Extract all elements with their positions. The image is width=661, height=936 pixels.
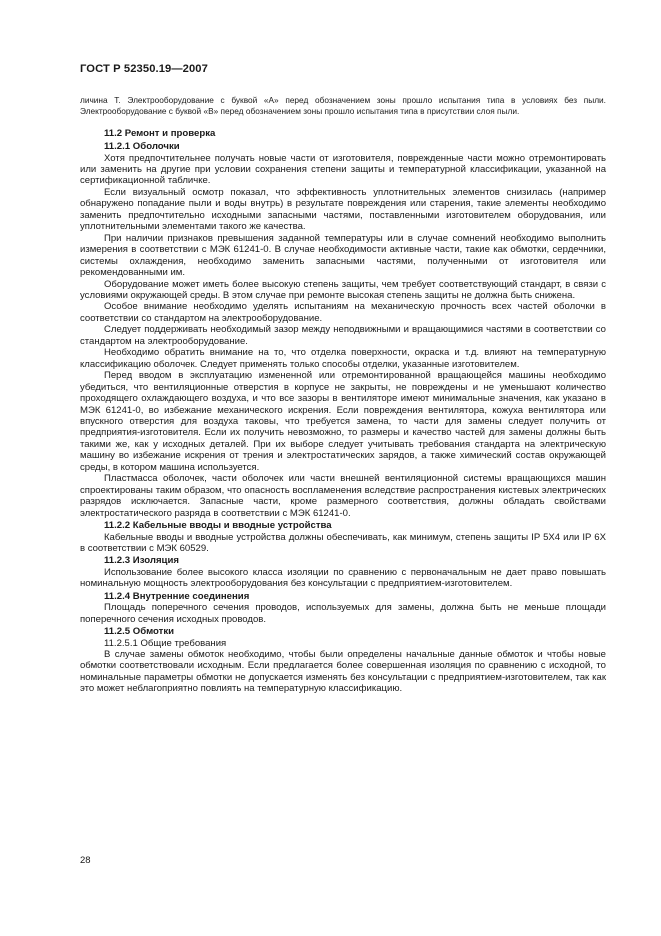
paragraph: Хотя предпочтительнее получать новые части от изготовителя, поврежденные части можно отремонтировать или заменить на другие при условии сохранения степени защиты и температурной классификации, указанной на сертификационной табличке. — [80, 152, 606, 187]
paragraph: Особое внимание необходимо уделять испытаниям на механическую прочность всех частей оболочки в соответствии со стандартом на электрооборудование. — [80, 301, 606, 324]
section-11-2-4-title: 11.2.4 Внутренние соединения — [104, 590, 250, 602]
paragraph: Необходимо обратить внимание на то, что отделка поверхности, окраска и т.д. влияют на температурную классификацию оболочек. Следует применять только способы отделки, указанные изготовителем. — [80, 347, 606, 370]
paragraph: Площадь поперечного сечения проводов, используемых для замены, должна быть не меньше площади поперечного сечения исходных проводов. — [80, 602, 606, 625]
paragraph: Использование более высокого класса изоляции по сравнению с первоначальным не дает право повышать номинальную мощность электрооборудования без консультации с предприятием-изготовителем. — [80, 566, 606, 590]
page-number: 28 — [80, 855, 91, 866]
section-11-2-3-title: 11.2.3 Изоляция — [104, 555, 179, 567]
page-content — [80, 95, 606, 695]
paragraph: Если визуальный осмотр показал, что эффективность уплотнительных элементов снизилась (например обнаружено попадание пыли и воды внутрь) в результате повреждения или старения, такие элементы необходимо заменить предпочтительно исходными запасными частями, поставленными изготовителем оборудования, или уплотнительными элементами такого же качества. — [80, 186, 606, 233]
section-11-2-5-title: 11.2.5 Обмотки — [104, 626, 175, 638]
paragraph: Оборудование может иметь более высокую степень защиты, чем требует соответствующий стандарт, в связи с условиями окружающей среды. В этом случае при ремонте высокая степень защиты не должна быть снижена. — [80, 278, 606, 301]
paragraph: Следует поддерживать необходимый зазор между неподвижными и вращающимися частями в соответствии со стандартом на электрооборудование. — [80, 324, 606, 347]
paragraph: Пластмасса оболочек, части оболочек или части внешней вентиляционной системы вращающихся машин спроектированы таким образом, что опасность воспламенения вследствие распространения кистевых электрических разрядов исключается. Запасные части, кроме размерного соответствия, должны обладать свойствами электростатического разряда в соответствии с МЭК 61241-0. — [80, 473, 606, 519]
paragraph: В случае замены обмоток необходимо, чтобы были определены начальные данные обмоток и чтобы новые обмотки соответствовали исходным. Если предлагается более совершенная изоляция по сравнению с исходной, то номинальные параметры обмотки не допускается изменять без консультации с предприятием-изготовителем, так как это может неблагоприятно повлиять на температурную классификацию. — [80, 649, 606, 695]
section-11-2-2-title: 11.2.2 Кабельные вводы и вводные устройства — [104, 520, 332, 532]
paragraph: При наличии признаков превышения заданной температуры или в случае сомнений необходимо выполнить измерения в соответствии с МЭК 61241-0. В случае необходимости активные части, такие как обмотки, сердечники, системы охлаждения, необходимо заменить запасными частями, полученными от изготовителя или рекомендованными им. — [80, 232, 606, 279]
section-11-2-1-title: 11.2.1 Оболочки — [104, 141, 180, 153]
section-11-2-5-1-title: 11.2.5.1 Общие требования — [104, 637, 227, 649]
section-11-2-title: 11.2 Ремонт и проверка — [104, 127, 216, 139]
intro-note: личина Т. Электрооборудование с буквой «А» перед обозначением зоны прошло испытания типа в условиях без пыли. Электрооборудование с буквой «В» перед обозначением зоны прошло испытания типа в присутствии слоя пыли. — [80, 95, 606, 116]
paragraph: Перед вводом в эксплуатацию измененной или отремонтированной вращающейся машины необходимо убедиться, что вентиляционные отверстия в корпусе не закрыты, не повреждены и не уменьшают количество проходящего охлаждающего воздуха, и что все зазоры в вентиляторе имеют минимальные значения, как указано в МЭК 61241-0, во избежание механического искрения. Если повреждения вентилятора, кожуха вентилятора или впускного отверстия для воздуха таковы, что требуется замена, то части для замены следует получить от предприятия-изготовителя. Если их получить невозможно, то размеры и качество частей для замены должны быть такими же, как у исходных деталей. При их выборе следует учитывать требования стандарта на электрическую машину во избежание искрения от трения и электростатических зарядов, а также химический состав окружающей среды, в котором машина используется. — [80, 370, 606, 473]
document-code-header: ГОСТ Р 52350.19—2007 — [80, 63, 208, 75]
paragraph: Кабельные вводы и вводные устройства должны обеспечивать, как минимум, степень защиты IP 5X4 или IP 6X в соответствии с МЭК 60529. — [80, 531, 606, 554]
